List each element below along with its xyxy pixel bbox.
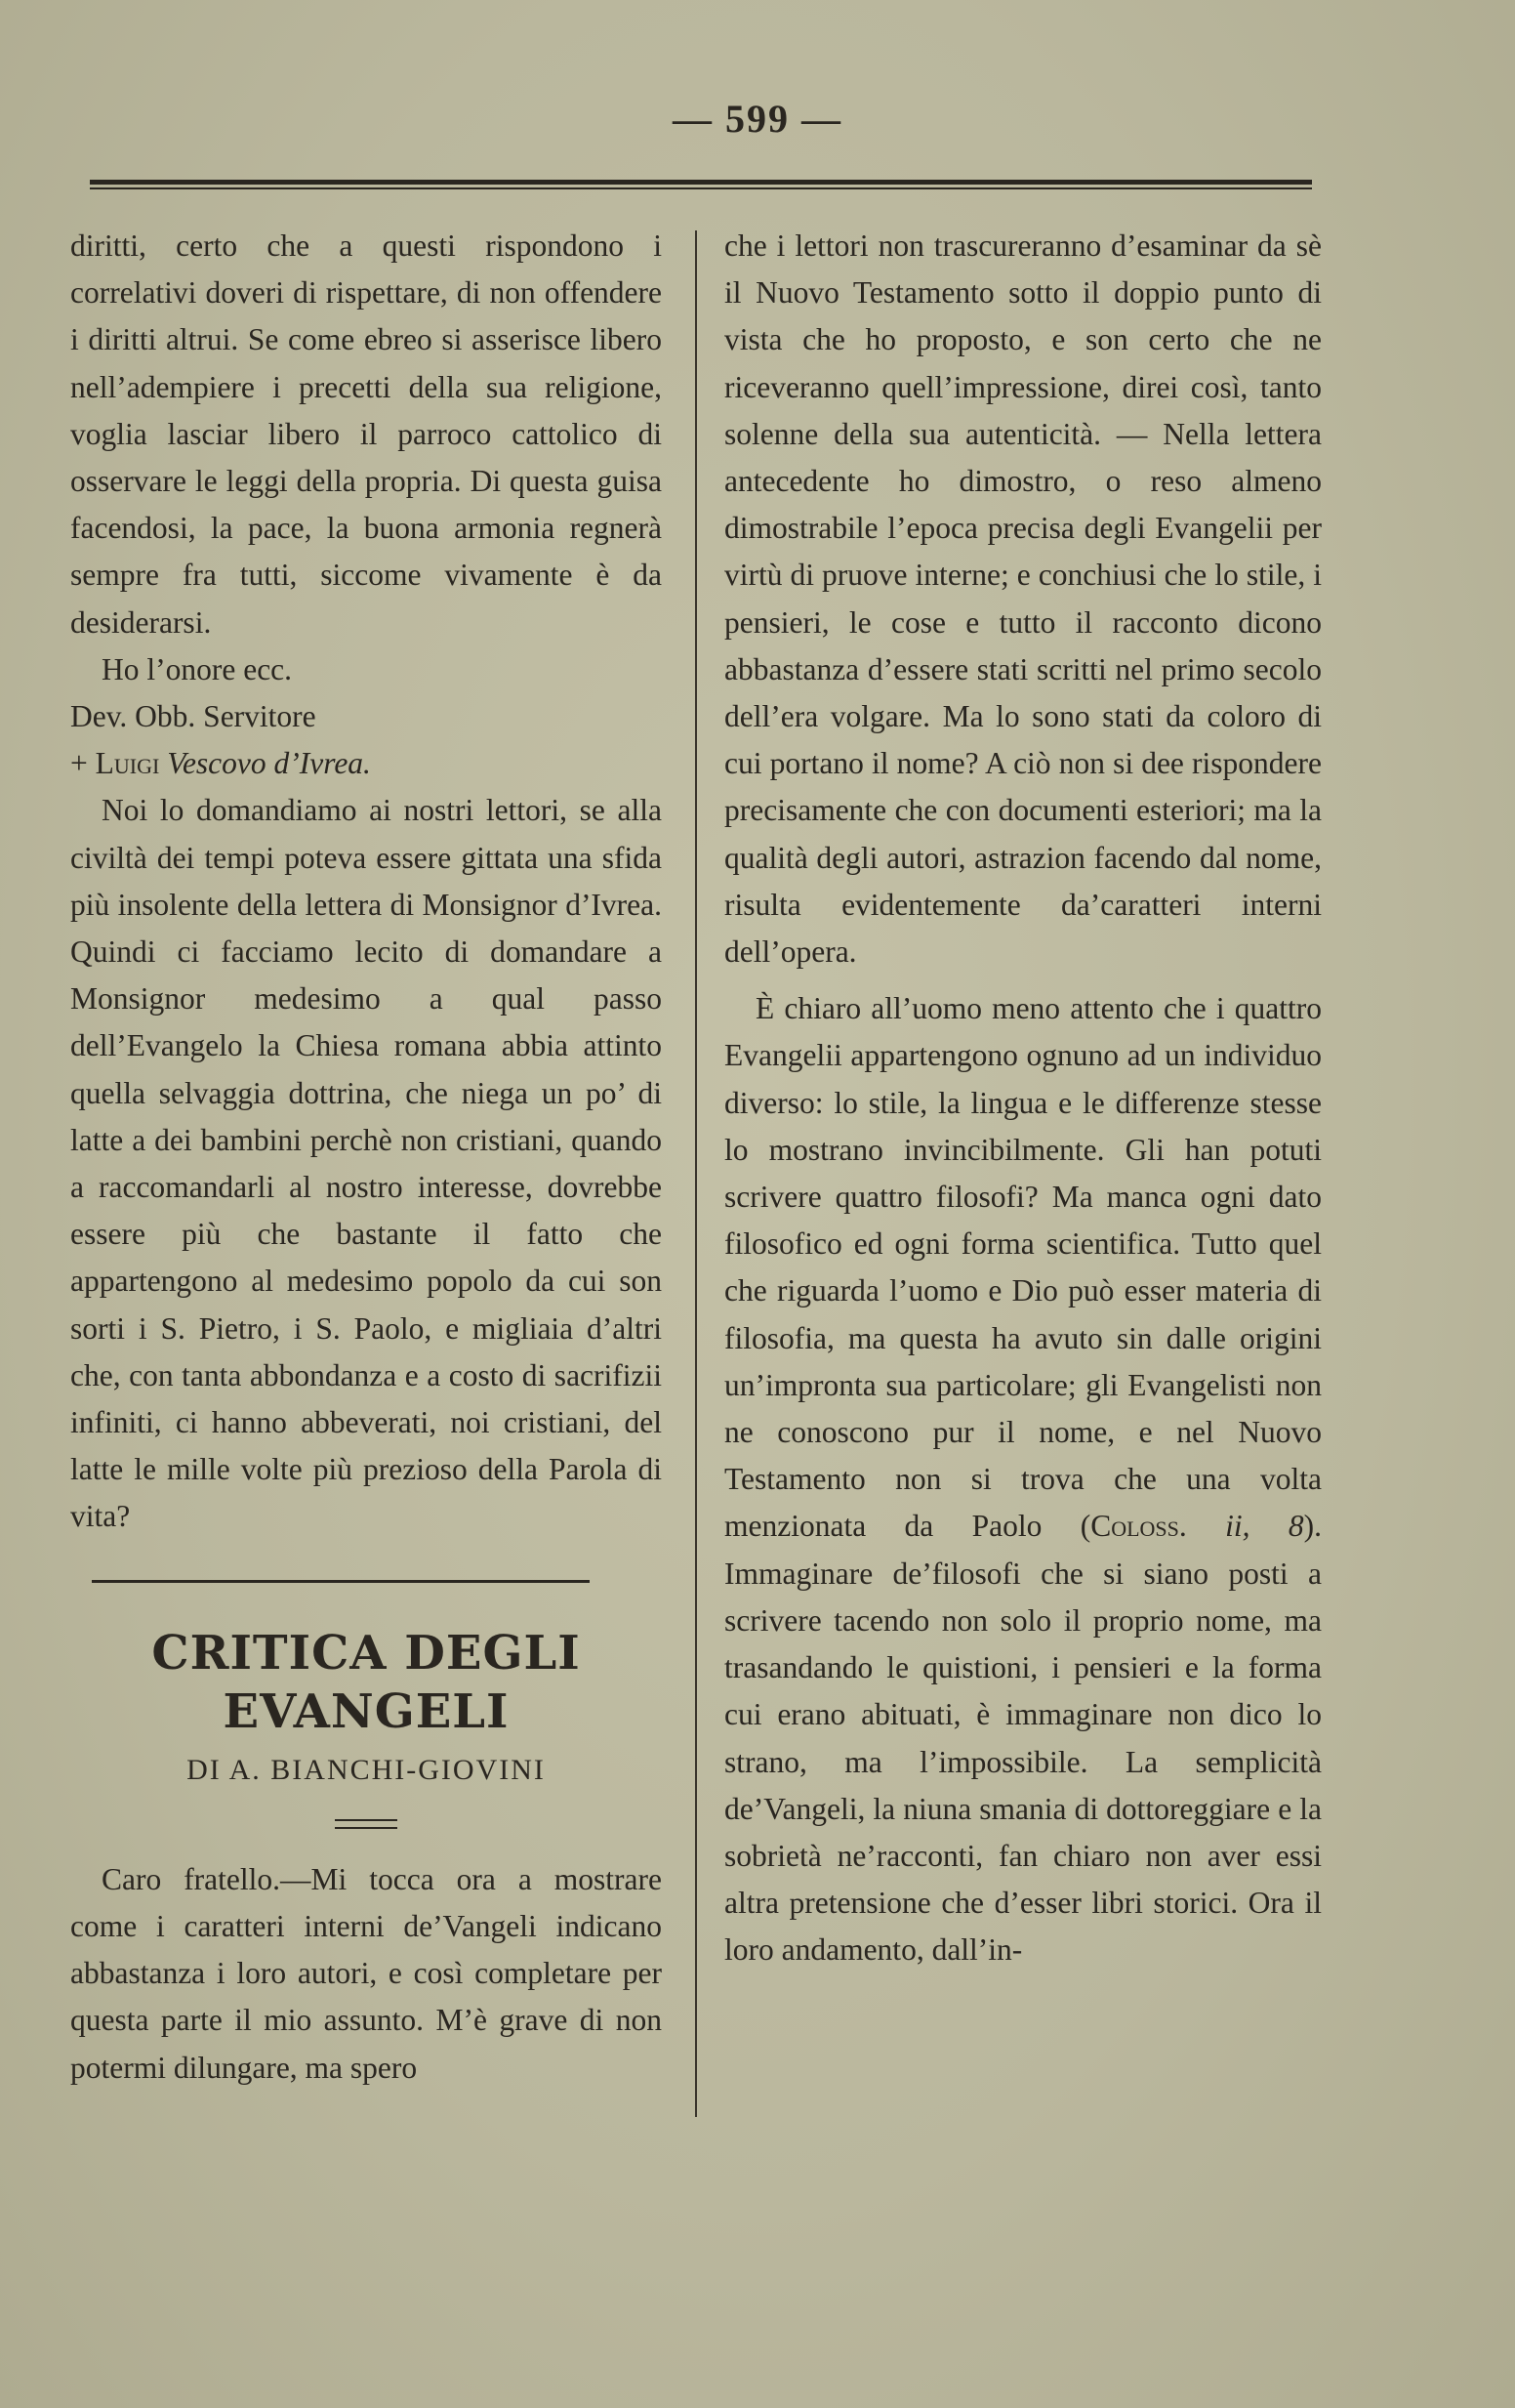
signature <box>70 740 662 787</box>
page-number: — 599 — <box>673 97 842 141</box>
title-ornament <box>335 1819 397 1829</box>
servant-line: Dev. Obb. Servitore <box>70 699 316 734</box>
letter-closing <box>70 646 662 788</box>
section-title: CRITICA DEGLI EVANGELI <box>151 1625 581 1739</box>
left-paragraph-3: Caro fratello.—Mi tocca ora a mostrare come i caratteri interni de’Vangeli indicano abbastanza i loro autori, e così completare per questa parte il mio assunto. M’è grave di non potermi dilungare, ma spero <box>70 1861 662 2085</box>
section-subtitle: DI A. BIANCHI-GIOVINI <box>186 1753 546 1786</box>
right-column <box>724 223 1322 1974</box>
citation-ref: ii, 8 <box>1186 1509 1304 1544</box>
cross-mark: + <box>70 746 96 781</box>
header-rule <box>90 180 1312 189</box>
left-column <box>70 223 662 2092</box>
column-divider <box>695 230 697 2117</box>
left-paragraph-2: Noi lo domandiamo ai nostri lettori, se alla civiltà dei tempi poteva essere gittata una sfida più insolente della lettera di Monsignor d’Ivrea. Quindi ci facciamo lecito di domandare a Monsignor medesimo a qual passo dell’Evangelo la Chiesa romana abbia attinto quella selvaggia dottrina, che niega un po’ di latte a dei bambini perchè non cristiani, quando a raccomandarli al nostro interesse, dovrebbe essere più che bastante il fatto che appartengono al medesimo popolo da cui son sorti i S. Pietro, i S. Paolo, e migliaia d’altri che, con tanta abbondanza e a costo di sacrifizii infiniti, ci hanno abbeverati, noi cristiani, del latte le mille volte più prezioso della Parola di vita? <box>70 793 662 1534</box>
left-paragraph-1: diritti, certo che a questi rispondono i correlativi doveri di rispettare, di non offendere i diritti altrui. Se come ebreo si asserisce libero nell’adempiere i precetti della sua religione, voglia lasciar libero il parroco cattolico di osservare le leggi della propria. Di questa guisa facendosi, la pace, la buona armonia regnerà sempre fra tutti, siccome vivamente è da desiderarsi. <box>70 228 662 640</box>
right-paragraph-2-part-1: È chiaro all’uomo meno attento che i quattro Evangelii appartengono ognuno ad un individuo diverso: lo stile, la lingua e le differenze stesse lo mostrano invincibilmente. Gli han potuti scrivere quattro filosofi? Ma manca ogni dato filosofico ed ogni forma scientifica. Tutto quel che riguarda l’uomo e Dio può esser materia di filosofia, ma questa ha avuto sin dalle origini un’impronta sua particolare; gli Evangelisti non ne conoscono pur il nome, e nel Nuovo Testamento non si trova che una volta menzionata da Paolo ( <box>724 991 1322 1544</box>
right-paragraph-1: che i lettori non trascureranno d’esaminar da sè il Nuovo Testamento sotto il doppio punto di vista che ho proposto, e son certo che ne riceveranno quell’impressione, direi così, tanto solenne della sua autenticità. — Nella lettera antecedente ho dimostro, o reso almeno dimostrabile l’epoca precisa degli Evangelii per virtù di pruove interne; e conchiusi che lo stile, i pensieri, le cose e tutto il racconto dicono abbastanza d’essere stati scritti nel primo secolo dell’era volgare. Ma lo sono stati da coloro di cui portano il nome? A ciò non si dee rispondere precisamente che con documenti esteriori; ma la qualità degli autori, astrazion facendo dal nome, risulta evidentemente da’caratteri interni dell’opera. <box>724 228 1322 970</box>
signature-name: Luigi <box>95 746 160 781</box>
closing-formula: Ho l’onore ecc. <box>102 651 293 686</box>
signature-title: Vescovo d’Ivrea. <box>167 746 371 781</box>
citation-book: Coloss. <box>1090 1509 1187 1544</box>
section-rule <box>92 1580 590 1583</box>
right-paragraph-2-part-2: ). Immaginare de’filosofi che si siano posti a scrivere tacendo non solo il proprio nome, ma trasandando le quistioni, i pensieri e la forma cui erano abituati, è immaginare non dico lo strano, ma l’impossibile. La semplicità de’Vangeli, la niuna smania di dottoreggiare e la sobrietà ne’racconti, fan chiaro non aver essi altra pretensione che d’esser libri storici. Ora il loro andamento, dall’in- <box>724 1509 1322 1968</box>
right-paragraph-2 <box>724 985 1322 1973</box>
